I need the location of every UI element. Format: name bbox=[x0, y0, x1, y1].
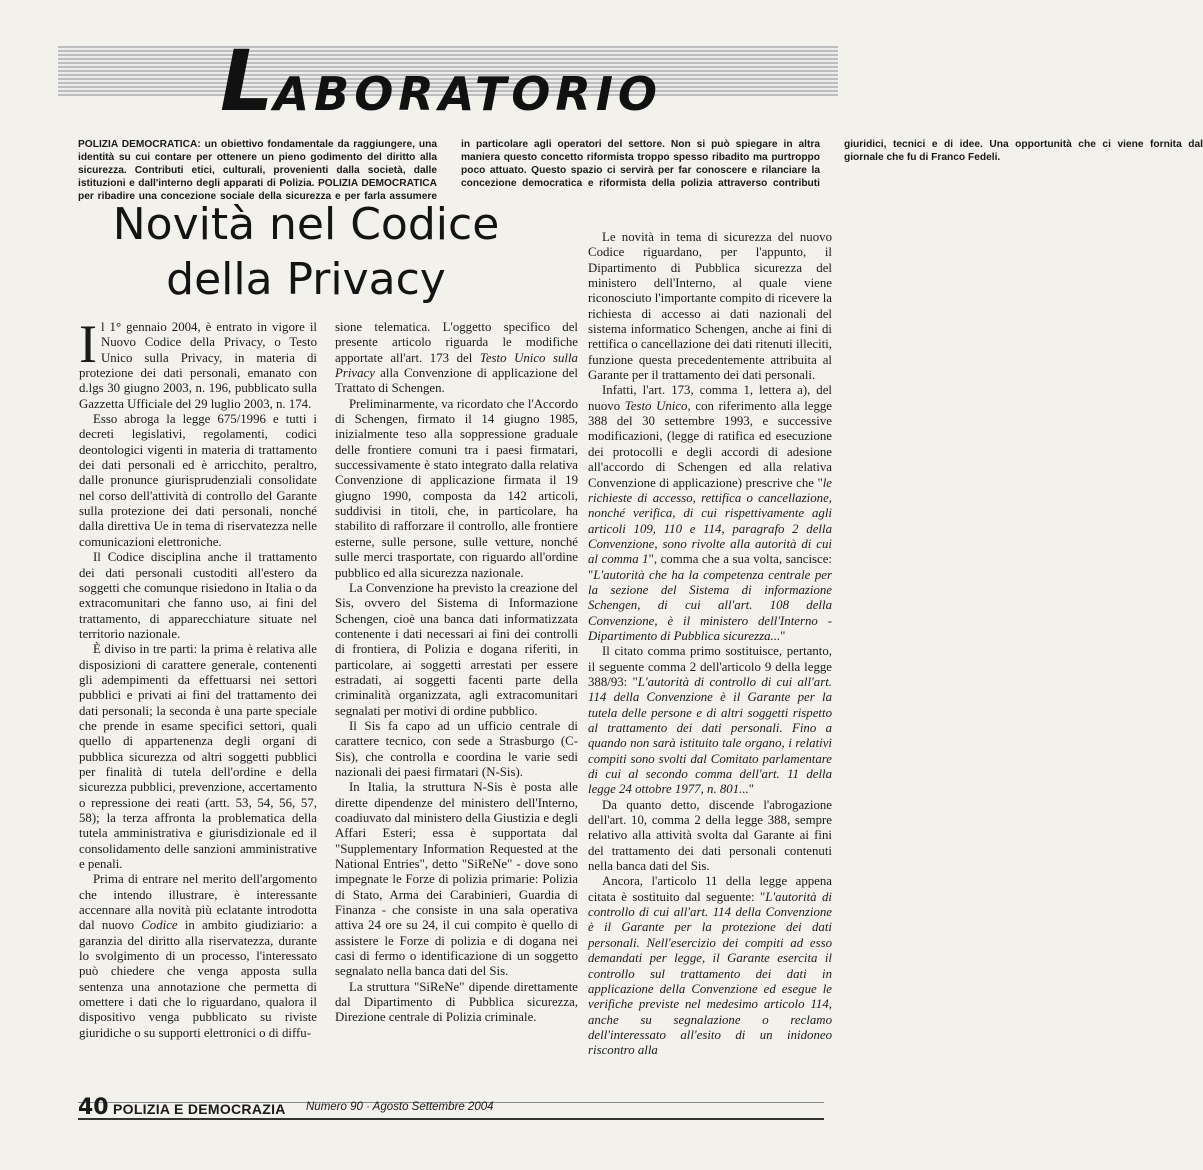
paragraph: Le novità in tema di sicurezza del nuovo Codice riguardano, per l'appunto, il Dipartimento di Pubblica sicurezza del ministero dell'Interno, al quale viene riconosciuto l'importante compito di ricevere la richiesta di accesso ai dati nazionali del sistema informatico Schengen, anche ai fini di rettifica o cancellazione dei dati ritenuti illeciti, funzione questa precedentemente attribuita al Garante per il trattamento dei dati personali. bbox=[588, 230, 832, 383]
article-column-3 bbox=[588, 230, 832, 1068]
paragraph: Ancora, l'articolo 11 della legge appena citata è sostituito dal seguente: "L'autorità di controllo di cui all'art. 114 della Convenzione è il Garante per la protezione dei dati personali. Nell'esercizio dei compiti ad esso demandati per legge, il Garante esercita il controllo sul trattamento dei dati in applicazione della Convenzione ed esegue le verifiche previste nel medesimo articolo 114, anche su segnalazione o reclamo dell'interessato all'esito di un inidoneo riscontro alla bbox=[588, 874, 832, 1058]
page-title bbox=[100, 197, 512, 307]
paragraph: sione telematica. L'oggetto specifico del presente articolo riguarda le modifiche apportate all'art. 173 del Testo Unico sulla Privacy alla Convenzione di applicazione del Trattato di Schengen. bbox=[335, 320, 578, 396]
issue-info: Numero 90 · Agosto Settembre 2004 bbox=[306, 1101, 494, 1113]
article-column-2 bbox=[335, 320, 578, 1068]
paragraph: La struttura "SiReNe" dipende direttamente dal Dipartimento di Pubblica sicurezza, Direzione centrale di Polizia criminale. bbox=[335, 979, 578, 1025]
paragraph: Esso abroga la legge 675/1996 e tutti i decreti legislativi, regolamenti, codici deontologici vigenti in materia di trattamento dei dati personali ed è arricchito, peraltro, dalle pronunce giurisprudenziali consolidate nel corso dell'attività di controllo del Garante sulla protezione dei dati personali, nonché dalla direttiva Ue in tema di riservatezza nelle comunicazioni elettroniche. bbox=[79, 412, 317, 549]
section-label bbox=[220, 32, 662, 130]
paragraph: Infatti, l'art. 173, comma 1, lettera a), del nuovo Testo Unico, con riferimento alla legge 388 del 30 settembre 1993, e successive modificazioni, (legge di ratifica ed esecuzione dei protocolli e degli accordi di adesione all'accordo di Schengen ed alla relativa Convenzione di applicazione) prescrive che "le richieste di accesso, rettifica o cancellazione, nonché verifica, di cui rispettivamente agli articoli 109, 110 e 114, paragrafo 2 della Convenzione, sono rivolte alla autorità di cui al comma 1", comma che a sua volta, sancisce: "L'autorità che ha la competenza centrale per la sezione del Sistema di informazione Schengen, di cui all'art. 108 della Convenzione, è il ministero dell'Interno - Dipartimento di Pubblica sicurezza..." bbox=[588, 383, 833, 643]
article-column-1 bbox=[79, 314, 317, 1060]
page-number: 40 bbox=[78, 1095, 109, 1120]
paragraph: La Convenzione ha previsto la creazione del Sis, ovvero del Sistema di Informazione Schengen, cioè una banca dati informatizzata contenente i dati necessari ai fini dei controlli di frontiera, di Polizia e dogana riferiti, in particolare, ai soggetti arrestati per essere estradati, ai soggetti facenti parte della criminalità organizzata, agli extracomunitari segnalati per motivi di ordine pubblico. bbox=[335, 580, 578, 718]
title-line-2: della Privacy bbox=[166, 254, 446, 305]
paragraph: Il citato comma primo sostituisce, pertanto, il seguente comma 2 dell'articolo 9 della legge 388/93: "L'autorità di controllo di cui all'art. 114 della Convenzione è il Garante per la tutela delle persone e di altri soggetti rispetto al trattamento dei dati personali. Fino a quando non sarà istituito tale organo, i relativi compiti sono svolti dal Comitato parlamentare di cui al secondo comma dell'art. 11 della legge 24 ottobre 1977, n. 801..." bbox=[588, 644, 832, 797]
paragraph: Da quanto detto, discende l'abrogazione dell'art. 10, comma 2 della legge 388, sempre relativo alla attività svolta dal Garante ai fini del trattamento dei dati personali contenuti nella banca dati del Sis. bbox=[588, 797, 832, 874]
drop-cap: I bbox=[79, 314, 97, 374]
paragraph: In Italia, la struttura N-Sis è posta alle dirette dipendenze del ministero dell'Interno, coadiuvato dal ministero della Giustizia e degli Affari Esteri; essa è supportata dal "Supplementary Information Requested at the National Entries", detto "SiReNe" - dove sono impegnate le Forze di polizia primarie: Polizia di Stato, Arma dei Carabinieri, Guardia di Finanza - che consiste in una sala operativa attiva 24 ore su 24, il cui compito è quello di assistere le Forze di polizia e di dogana nei casi di fermo o identificazione di un soggetto segnalato nella banca dati del Sis. bbox=[335, 780, 578, 979]
paragraph: Prima di entrare nel merito dell'argomento che intendo illustrare, è interessante accennare alla novità più eclatante introdotta dal nuovo Codice in ambito giudiziario: a garanzia del diritto alla riservatezza, durante lo svolgimento di un processo, l'interessato può chiedere che venga apposta sulla sentenza una annotazione che permetta di omettere i dati che lo riguardano, qualora il dispositivo venga pubblicato su riviste giuridiche o su supporti elettronici o di diffu- bbox=[79, 872, 317, 1040]
paragraph: Il Codice disciplina anche il trattamento dei dati personali custoditi all'estero da soggetti che comunque risiedono in Italia o da extracomunitari che fanno uso, ai fini del trattamento, di apparecchiature situate nel territorio nazionale. bbox=[79, 550, 317, 641]
footer-divider bbox=[78, 1118, 824, 1120]
section-initial: L bbox=[220, 32, 274, 130]
paragraph: Preliminarmente, va ricordato che l'Accordo di Schengen, firmato il 14 giugno 1985, inizialmente teso alla soppressione graduale delle frontiere comuni tra i paesi firmatari, successivamente è stato integrato dalla relativa Convenzione di applicazione firmata il 19 giugno 1990, composta da 142 articoli, suddivisi in titoli, che, in particolare, ha stabilito di rafforzare il controllo, alle frontiere esterne, sulle persone, sulle vetture, nonché sulle merci trasportate, con riguardo all'ordine pubblico ed alla sicurezza nazionale. bbox=[335, 396, 578, 580]
title-line-1: Novità nel Codice bbox=[112, 199, 500, 250]
paragraph: Il 1° gennaio 2004, è entrato in vigore il Nuovo Codice della Privacy, o Testo Unico sulla Privacy, in materia di protezione dei dati personali, emanato con d.lgs 30 giugno 2003, n. 196, pubblicato sulla Gazzetta Ufficiale del 29 luglio 2003, n. 174. bbox=[79, 314, 317, 411]
section-rest: ABORATORIO bbox=[273, 67, 663, 121]
paragraph: È diviso in tre parti: la prima è relativa alle disposizioni di carattere generale, contenenti gli adempimenti da effettuarsi nei settori pubblici e privati ai fini del trattamento dei dati personali; la seconda è una parte speciale che prende in esame specifici settori, quali quello di appartenenza degli organi di pubblica sicurezza od altri soggetti pubblici per finalità di tutela dell'ordine e della sicurezza pubblici, prevenzione, accertamento o repressione dei reati (artt. 53, 54, 56, 57, 58); la terza affronta la problematica della tutela amministrativa e giurisdizionale ed il consolidamento delle sanzioni amministrative e penali. bbox=[79, 642, 317, 872]
magazine-name: POLIZIA E DEMOCRAZIA bbox=[113, 1101, 286, 1117]
intro-blurb: POLIZIA DEMOCRATICA: un obiettivo fondamentale da raggiungere, una identità su cui contare per ottenere un pieno godimento del diritto alla sicurezza. Contributi etici, culturali, provenienti dalla società, dalle istituzioni e dall'interno degli apparati di Polizia. POLIZIA DEMOCRATICA per ribadire una concezione sociale della sicurezza e per farla assumere in particolare agli operatori del settore. Non si può spiegare in altra maniera questo concetto riformista troppo spesso ribadito ma purtroppo poco attuato. Questo spazio ci servirà per far conoscere e rilanciare la concezione democratica e riformista della polizia attraverso contributi giuridici, tecnici e di idee. Una opportunità che ci viene fornita dal giornale che fu di Franco Fedeli. bbox=[78, 139, 1203, 202]
paragraph: Il Sis fa capo ad un ufficio centrale di carattere tecnico, con sede a Strasburgo (C-Sis), che controlla e coordina le varie sedi nazionali dei paesi firmatari (N-Sis). bbox=[335, 718, 578, 779]
